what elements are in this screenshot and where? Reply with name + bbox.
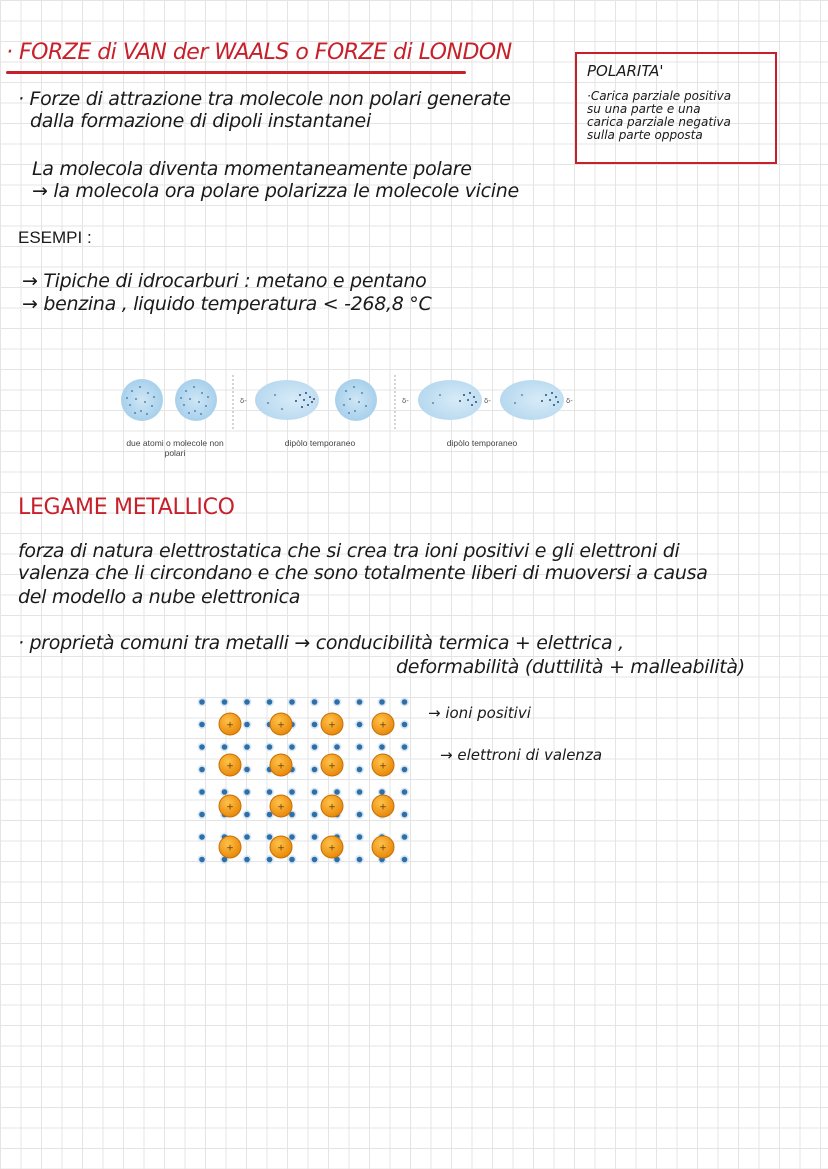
electron-dot bbox=[378, 743, 385, 750]
title-underline bbox=[6, 71, 466, 74]
positive-ion bbox=[321, 836, 343, 858]
electron-dot bbox=[198, 743, 205, 750]
electron-dot bbox=[311, 811, 318, 818]
positive-ion bbox=[270, 713, 292, 735]
dipole-figure bbox=[100, 365, 600, 440]
svg-text:δ-: δ- bbox=[484, 397, 491, 405]
electron-dot bbox=[356, 833, 363, 840]
positive-ion bbox=[372, 713, 394, 735]
electron-dot bbox=[288, 856, 295, 863]
electron-dot bbox=[356, 788, 363, 795]
temporary-dipole bbox=[500, 380, 564, 420]
electron-dot bbox=[288, 698, 295, 705]
electron-dot bbox=[266, 856, 273, 863]
electron-dot bbox=[221, 698, 228, 705]
props-line: deformabilità (duttilità + malleabilità) bbox=[396, 656, 745, 678]
nonpolar-atom bbox=[121, 379, 163, 421]
electron-dot bbox=[221, 788, 228, 795]
ion-sign: + bbox=[226, 802, 234, 813]
electron-dot bbox=[311, 698, 318, 705]
polarity-title: POLARITA' bbox=[587, 62, 664, 80]
electron-dot bbox=[356, 766, 363, 773]
electron-dot bbox=[266, 698, 273, 705]
electron-dot bbox=[356, 856, 363, 863]
electron-dot bbox=[311, 833, 318, 840]
ion-sign: + bbox=[379, 802, 387, 813]
ion-sign: + bbox=[328, 720, 336, 731]
electron-dot bbox=[356, 743, 363, 750]
svg-text:δ-: δ- bbox=[402, 397, 409, 405]
ion-sign: + bbox=[277, 720, 285, 731]
electron-dot bbox=[311, 721, 318, 728]
svg-text:δ-: δ- bbox=[240, 397, 247, 405]
electron-dot bbox=[198, 811, 205, 818]
electron-dot bbox=[333, 698, 340, 705]
electron-dot bbox=[401, 721, 408, 728]
examples-label: ESEMPI : bbox=[18, 228, 92, 247]
figure-caption: dipòlo temporaneo bbox=[284, 438, 356, 448]
electron-dot bbox=[198, 833, 205, 840]
ion-sign: + bbox=[226, 720, 234, 731]
electron-dot bbox=[243, 698, 250, 705]
electron-dot bbox=[266, 743, 273, 750]
electron-dot bbox=[221, 743, 228, 750]
ion-sign: + bbox=[379, 720, 387, 731]
electron-dot bbox=[198, 788, 205, 795]
electron-dot bbox=[198, 766, 205, 773]
positive-ion bbox=[219, 795, 241, 817]
positive-ion bbox=[321, 754, 343, 776]
electrons-label: → elettroni di valenza bbox=[440, 746, 603, 764]
polarity-box bbox=[575, 52, 777, 164]
props-line: · proprietà comuni tra metalli → conducibilità termica + elettrica , bbox=[18, 632, 624, 654]
electron-dot bbox=[401, 811, 408, 818]
electron-dot bbox=[243, 811, 250, 818]
electron-dot bbox=[311, 743, 318, 750]
svg-text:δ-: δ- bbox=[566, 397, 573, 405]
ion-sign: + bbox=[328, 802, 336, 813]
polarity-text: ·Carica parziale positiva su una parte e una carica parziale negativa sulla parte opposta bbox=[587, 89, 732, 142]
text-line: valenza che li circondano e che sono totalmente liberi di muoversi a causa bbox=[18, 562, 708, 584]
electron-dot bbox=[266, 788, 273, 795]
nonpolar-atom bbox=[175, 379, 217, 421]
electron-dot bbox=[243, 788, 250, 795]
ion-sign: + bbox=[277, 802, 285, 813]
ion-sign: + bbox=[226, 761, 234, 772]
electron-dot bbox=[288, 788, 295, 795]
ion-sign: + bbox=[226, 843, 234, 854]
ion-sign: + bbox=[328, 761, 336, 772]
electron-dot bbox=[266, 833, 273, 840]
electron-dot bbox=[243, 833, 250, 840]
electron-dot bbox=[401, 743, 408, 750]
electron-dot bbox=[311, 788, 318, 795]
example-line: → Tipiche di idrocarburi : metano e pentano bbox=[22, 270, 427, 292]
electron-dot bbox=[198, 698, 205, 705]
positive-ion bbox=[372, 836, 394, 858]
electron-dot bbox=[401, 766, 408, 773]
text-line: del modello a nube elettronica bbox=[18, 586, 301, 608]
electron-dot bbox=[243, 743, 250, 750]
section1-title: · FORZE di VAN der WAALS o FORZE di LONDON bbox=[6, 40, 512, 65]
electron-dot bbox=[401, 856, 408, 863]
text-line: La molecola diventa momentaneamente polare bbox=[32, 158, 472, 180]
ion-sign: + bbox=[379, 843, 387, 854]
figure-caption: dipòlo temporaneo bbox=[446, 438, 518, 448]
electron-dot bbox=[356, 811, 363, 818]
positive-ion bbox=[372, 754, 394, 776]
positive-ion bbox=[270, 795, 292, 817]
positive-ion bbox=[219, 754, 241, 776]
positive-ion bbox=[321, 795, 343, 817]
temporary-dipole bbox=[418, 380, 482, 420]
electron-dot bbox=[198, 856, 205, 863]
example-line: → benzina , liquido temperatura < -268,8 °C bbox=[22, 293, 432, 315]
positive-ion bbox=[270, 836, 292, 858]
positive-ion bbox=[321, 713, 343, 735]
electron-dot bbox=[243, 856, 250, 863]
electron-dot bbox=[378, 698, 385, 705]
positive-ion bbox=[270, 754, 292, 776]
metallic-lattice bbox=[190, 690, 425, 870]
electron-dot bbox=[401, 698, 408, 705]
electron-dot bbox=[243, 766, 250, 773]
positive-ion bbox=[372, 795, 394, 817]
electron-dot bbox=[311, 856, 318, 863]
nonpolar-atom bbox=[335, 379, 377, 421]
ion-sign: + bbox=[379, 761, 387, 772]
electron-dot bbox=[288, 743, 295, 750]
electron-dot bbox=[243, 721, 250, 728]
ion-sign: + bbox=[277, 843, 285, 854]
electron-dot bbox=[378, 788, 385, 795]
electron-dot bbox=[333, 743, 340, 750]
section2-title: LEGAME METALLICO bbox=[18, 495, 235, 520]
ions-label: → ioni positivi bbox=[428, 704, 531, 722]
electron-dot bbox=[356, 698, 363, 705]
positive-ion bbox=[219, 713, 241, 735]
text-line: → la molecola ora polare polarizza le molecole vicine bbox=[32, 180, 519, 202]
figure-caption: due atomi o molecole non polari bbox=[126, 438, 224, 458]
ion-sign: + bbox=[328, 843, 336, 854]
text-line: dalla formazione di dipoli instantanei bbox=[30, 110, 371, 132]
electron-dot bbox=[311, 766, 318, 773]
temporary-dipole bbox=[255, 380, 319, 420]
positive-ion bbox=[219, 836, 241, 858]
electron-dot bbox=[356, 721, 363, 728]
electron-dot bbox=[333, 788, 340, 795]
ion-sign: + bbox=[277, 761, 285, 772]
text-line: forza di natura elettrostatica che si crea tra ioni positivi e gli elettroni di bbox=[18, 540, 680, 562]
electron-dot bbox=[401, 833, 408, 840]
text-line: · Forze di attrazione tra molecole non polari generate bbox=[18, 88, 511, 110]
electron-dot bbox=[198, 721, 205, 728]
electron-dot bbox=[401, 788, 408, 795]
